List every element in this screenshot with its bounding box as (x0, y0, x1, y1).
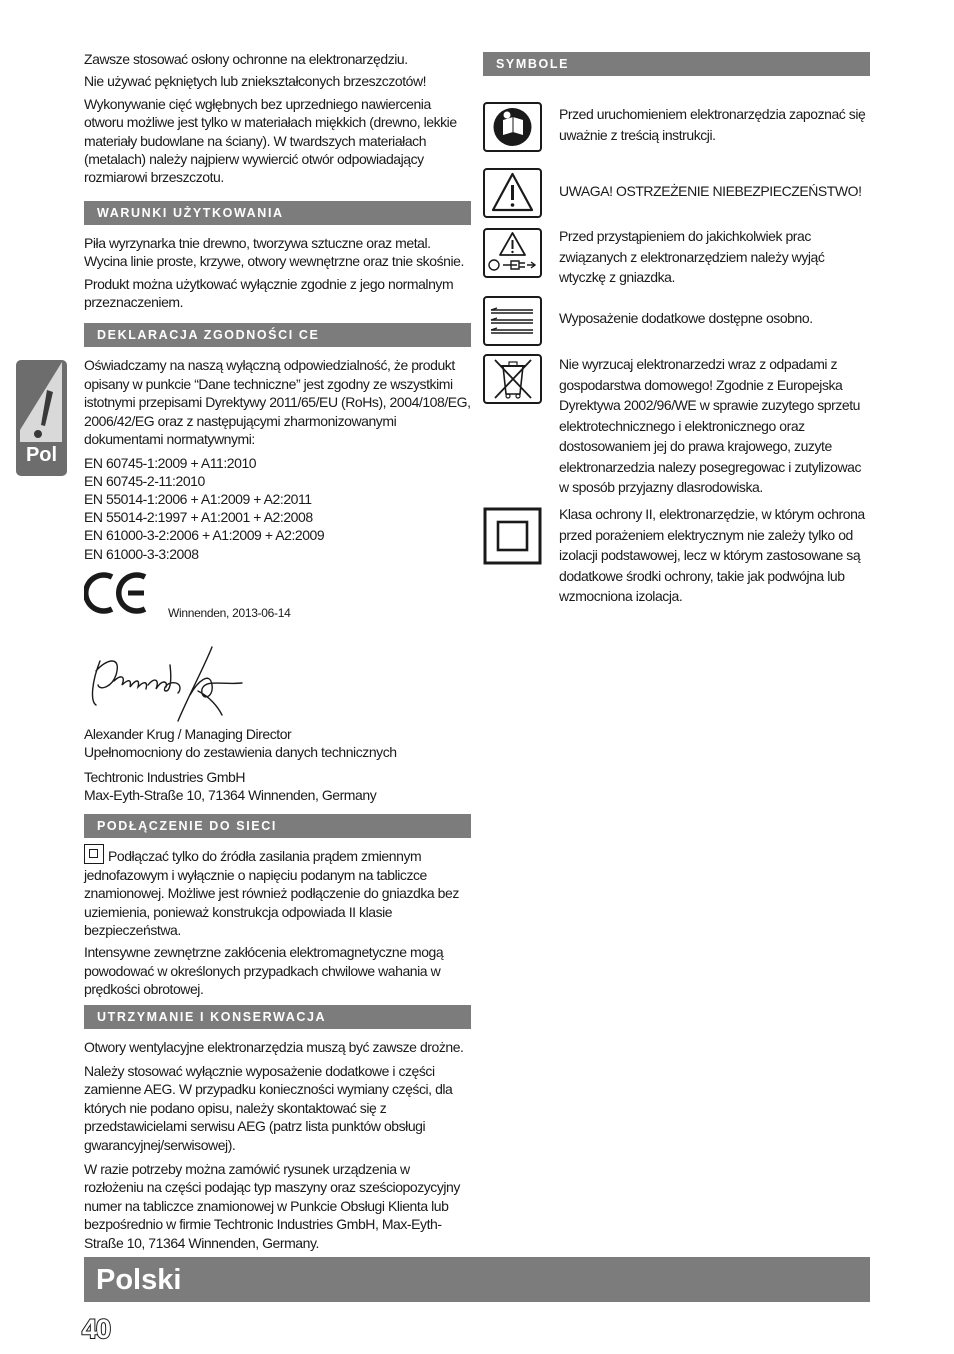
signatory: Alexander Krug / Managing Director (84, 725, 292, 742)
section-header-mains: PODŁĄCZENIE DO SIECI (84, 814, 471, 838)
symbol-text: Nie wyrzucaj elektronarzedzi wraz z odpadami z gospodarstwa domowego! Zgodnie z Europejska Dyrektywa 2002/96/WE w sprawie zuzytego sprzetu elektrotechnicznego i elektronicznego oraz dostosowaniem jej do prawa krajowego, zuzyte elektronarzedzia nalezy posegregowac i zutylizowac w sposób przyjazny dlasrodowiska. (559, 356, 862, 495)
maintenance-text-1: Otwory wentylacyjne elektronarzędzia muszą być zawsze drożne. (84, 1038, 464, 1055)
unplug-warning-icon (483, 228, 542, 278)
weee-bin-icon (483, 354, 542, 404)
ce-mark-icon (84, 569, 150, 617)
symbol-text: Przed uruchomieniem elektronarzędzia zapoznać się uważnie z treścią instrukcji. (559, 106, 866, 143)
maintenance-text-3: W razie potrzeby można zamówić rysunek urządzenia w rozłożeniu na części podając typ maszyny oraz sześciopozycyjny numer na tabliczce znamionowej w Punkcie Obsługi Klienta lub bezpośrednio w firmie Techtronic Industries GmbH, Max-Eyth-Straße 10, 71364 Winnenden, Germany. (84, 1161, 460, 1251)
standard-item: EN 61000-3-3:2008 (84, 545, 199, 562)
intro-text-3: Wykonywanie cięć wgłębnych bez uprzedniego nawiercenia otworu możliwe jest tylko w materiałach miękkich (drewno, lekkie materiały budowlane na ściany). W twardszych materiałach (metalach) należy najpierw wywiercić otwór odpowiadający rozmiarowi brzeszczotu. (84, 95, 457, 186)
symbol-text: UWAGA! OSTRZEŻENIE NIEBEZPIECZEŃSTWO! (559, 183, 862, 199)
protection-class-ii-icon (483, 507, 542, 565)
standard-item: EN 61000-3-2:2006 + A1:2009 + A2:2009 (84, 527, 325, 544)
language-side-tab (16, 360, 67, 476)
read-manual-icon (483, 102, 542, 152)
authorized-text: Upełnomocniony do zestawienia danych technicznych (84, 744, 397, 761)
symbol-row (483, 226, 870, 290)
standard-item: EN 60745-1:2009 + A11:2010 (84, 454, 257, 471)
accessories-icon (483, 296, 542, 346)
symbol-text: Wyposażenie dodatkowe dostępne osobno. (559, 310, 813, 326)
standard-item: EN 55014-1:2006 + A1:2009 + A2:2011 (84, 490, 312, 507)
usage-text-1: Piła wyrzynarka tnie drewno, tworzywa sztuczne oraz metal. Wycina linie proste, krzywe, otwory wewnętrzne oraz tnie skośnie. (84, 234, 464, 270)
ce-declaration-text: Oświadczamy na naszą wyłączną odpowiedzialność, że produkt opisany w punkcie “Dane techniczne” jest zgodny ze wszystkimi istotnymi przepisami Dyrektywy 2011/65/EU (RoHs), 2004/108/EG, 2006/42/EG oraz z następującymi zharmonizowanymi dokumentami normatywnymi: (84, 357, 471, 448)
protection-class-ii-icon (84, 844, 104, 864)
intro-text-2: Nie używać pękniętych lub zniekształconych brzeszczotów! (84, 73, 427, 90)
right-column (483, 52, 870, 614)
symbol-row (483, 102, 870, 162)
section-header-maintenance: UTRZYMANIE I KONSERWACJA (84, 1005, 471, 1029)
maintenance-text-2: Należy stosować wyłącznie wyposażenie dodatkowe i części zamienne AEG. W przypadku konieczności wymiany części, dla których nie podano opisu, należy skontaktować się z przedstawicielami serwisu AEG (patrz lista punktów obsługi gwarancyjnej/serwisowej). (84, 1063, 453, 1153)
company-address: Max-Eyth-Straße 10, 71364 Winnenden, Germany (84, 786, 377, 803)
ce-mark-row (84, 569, 471, 629)
page-number: 40 (82, 1314, 111, 1344)
symbol-row (483, 354, 870, 504)
section-header-ce: DEKLARACJA ZGODNOŚCI CE (84, 323, 471, 347)
side-tab-language: Pol (25, 444, 58, 466)
intro-text-1: Zawsze stosować osłony ochronne na elektronarzędziu. (84, 51, 408, 67)
signature-image (86, 641, 246, 725)
left-column (84, 50, 471, 1256)
section-header-usage: WARUNKI UŻYTKOWANIA (84, 201, 471, 225)
standards-list (84, 454, 471, 563)
warning-icon (16, 360, 67, 444)
footer-language-bar: Polski (84, 1257, 870, 1302)
symbol-text: Klasa ochrony II, elektronarzędzie, w którym ochrona przed porażeniem elektrycznym nie zależy tylko od izolacji podstawowej, lecz w którym zastosowane są dodatkowe środki ochrony, takie jak podwójna lub wzmocniona izolacja. (559, 506, 865, 604)
company-name: Techtronic Industries GmbH (84, 768, 246, 785)
place-date: Winnenden, 2013-06-14 (168, 605, 291, 620)
standard-item: EN 60745-2-11:2010 (84, 472, 205, 489)
symbol-text: Przed przystąpieniem do jakichkolwiek prac związanych z elektronarzędziem należy wyjąć wtyczkę z gniazdka. (559, 228, 825, 285)
mains-text-2: Intensywne zewnętrzne zakłócenia elektromagnetyczne mogą powodować w określonych przypadkach chwilowe wahania w prędkości obrotowej. (84, 944, 444, 998)
symbol-row (483, 504, 870, 614)
symbol-row (483, 168, 870, 228)
mains-text-1: Podłączać tylko do źródła zasilania prądem zmiennym jednofazowym i wyłącznie o napięciu podanym na tabliczce znamionowej. Możliwe jest również podłączenie do gniazdka bez uziemienia, ponieważ konstrukcja odpowiada II klasie bezpieczeństwa. (84, 844, 471, 939)
section-header-symbols: SYMBOLE (483, 52, 870, 76)
symbol-row (483, 296, 870, 360)
warning-icon (483, 168, 542, 218)
standard-item: EN 55014-2:1997 + A1:2001 + A2:2008 (84, 509, 313, 526)
usage-text-2: Produkt można użytkować wyłącznie zgodnie z jego normalnym przeznaczeniem. (84, 275, 454, 311)
